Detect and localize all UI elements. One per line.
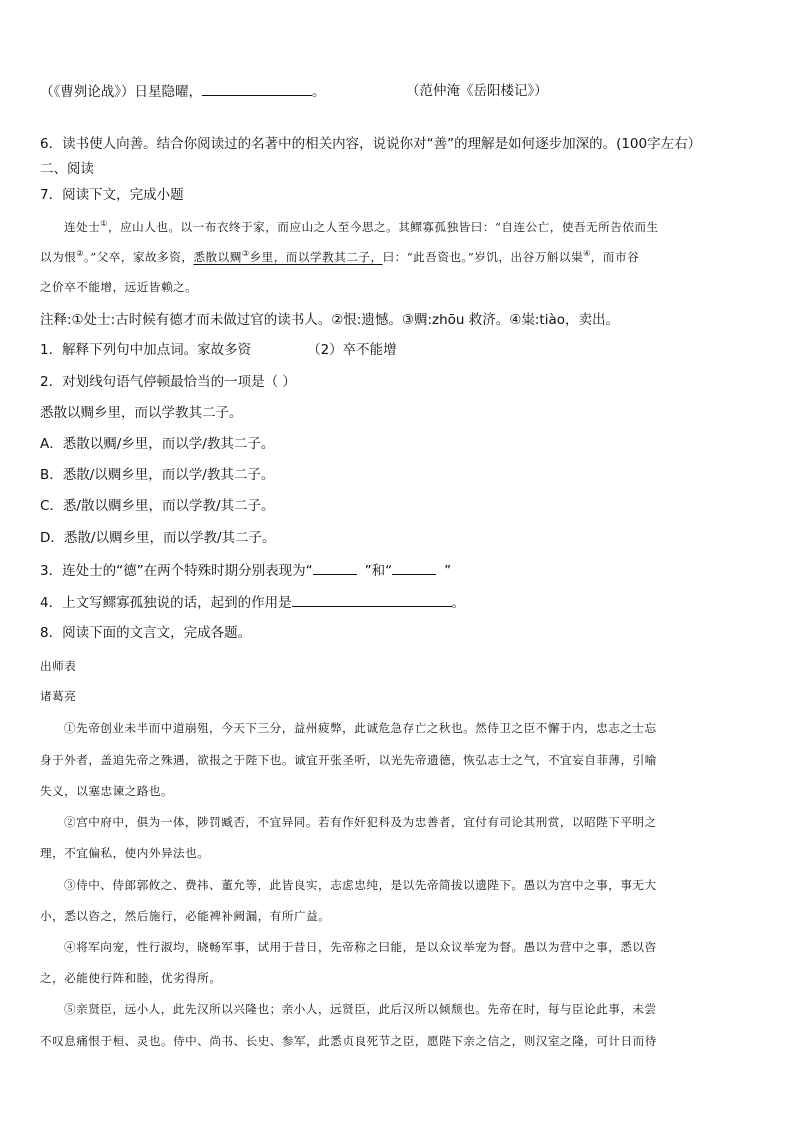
- answer-blank[interactable]: [313, 560, 357, 575]
- passage-line: ②宫中府中，俱为一体，陟罚臧否，不宜异同。若有作奸犯科及为忠善者，宜付有司论其刑赏，以昭陛下平明之: [64, 815, 657, 829]
- question-6: 6．读书使人向善。结合你阅读过的名著中的相关内容，说说你对“善”的理解是如何逐步加深的。(100字左右）: [40, 136, 702, 152]
- section-heading-reading: 二、阅读: [40, 161, 94, 177]
- passage-line: ⑤亲贤臣，远小人，此先汉所以兴隆也；亲小人，远贤臣，此后汉所以倾颓也。先帝在时，每与臣论此事，未尝: [64, 1002, 657, 1016]
- sub-question-4: 4．上文写鳏寡孤独说的话，起到的作用是 。: [40, 592, 758, 613]
- passage-line: 身于外者，盖追先帝之殊遇，欲报之于陛下也。诚宜开张圣听，以光先帝遗德，恢弘志士之气，不宜妄自菲薄，引喻: [40, 753, 657, 767]
- passage-line: 失义，以塞忠谏之路也。: [40, 784, 174, 798]
- sub-question-2-sentence: 悉散以赒乡里，而以学教其二子。: [40, 405, 243, 421]
- question-7-title: 7．阅读下文，完成小题: [40, 187, 184, 203]
- poem-left-text: （《曹刿论战》）日星隐曜，: [40, 84, 202, 100]
- sub-question-3: 3．连处士的“德”在两个特殊时期分别表现为“ ”和“ ”: [40, 560, 758, 581]
- passage-line: ③侍中、侍郎郭攸之、费祎、董允等，此皆良实，志虑忠纯，是以先帝简拔以遗陛下。愚以为宫中之事，事无大: [64, 878, 657, 892]
- poem-fill-line: [40, 81, 758, 102]
- passage-line: 连处士①，应山人也。以一布衣终于家，而应山之人至今思之。其鳏寡孤独皆曰：“自连公亡，使吾无所告依而生: [64, 219, 659, 234]
- passage-line: 理，不宜偏私，使内外异法也。: [40, 846, 210, 860]
- passage-line: 小，悉以咨之，然后施行，必能裨补阙漏，有所广益。: [40, 909, 331, 923]
- passage-line: ④将军向宠，性行淑均，晓畅军事，试用于昔日，先帝称之曰能，是以众议举宠为督。愚以为营中之事，悉以咨: [64, 940, 657, 954]
- passage-line: 之，必能使行阵和睦，优劣得所。: [40, 971, 222, 985]
- option-d[interactable]: D．悉散/以赒乡里，而以学教/其二子。: [40, 530, 276, 546]
- work-title: 出师表: [40, 659, 77, 673]
- passage-line: 之价卒不能增，远近皆赖之。: [40, 280, 198, 294]
- poem-end-mark: 。: [312, 84, 326, 100]
- passage-notes: 注释:①处士:古时候有德才而未做过官的读书人。②恨:遗憾。③赒:zhōu 救济。④粜:tiào，卖出。: [40, 312, 619, 328]
- underlined-sentence: 悉散以赒③乡里，而以学教其二子，: [193, 249, 383, 264]
- question-8-title: 8．阅读下面的文言文，完成各题。: [40, 625, 252, 641]
- answer-blank[interactable]: [292, 592, 452, 607]
- passage-line: ①先帝创业未半而中道崩殂，今天下三分，益州疲弊，此诚危急存亡之秋也。然侍卫之臣不懈于内，忠志之士忘: [64, 721, 657, 735]
- option-b[interactable]: B．悉散/以赒乡里，而以学/教其二子。: [40, 467, 275, 483]
- option-c[interactable]: C．悉/散以赒乡里，而以学教/其二子。: [40, 498, 275, 514]
- poem-right-text: （范仲淹《岳阳楼记》）: [406, 83, 548, 99]
- option-a[interactable]: A．悉散以赒/乡里，而以学/教其二子。: [40, 436, 275, 452]
- sub-question-2: 2．对划线句语气停顿最恰当的一项是（ ）: [40, 374, 296, 390]
- passage-line: 不叹息痛恨于桓、灵也。侍中、尚书、长史、参军，此悉贞良死节之臣，愿陛下亲之信之，则汉室之隆，可计日而待: [40, 1034, 657, 1048]
- work-author: 诸葛亮: [40, 689, 77, 703]
- answer-blank[interactable]: [392, 560, 436, 575]
- sub-question-1: 1．解释下列句中加点词。家故多资 （2）卒不能增: [40, 342, 397, 358]
- answer-blank[interactable]: [202, 81, 312, 96]
- passage-line: 以为恨②。”父卒，家故多资，悉散以赒③乡里，而以学教其二子，曰：“此吾资也。”岁饥，出谷万斛以粜④，而市谷: [40, 249, 640, 264]
